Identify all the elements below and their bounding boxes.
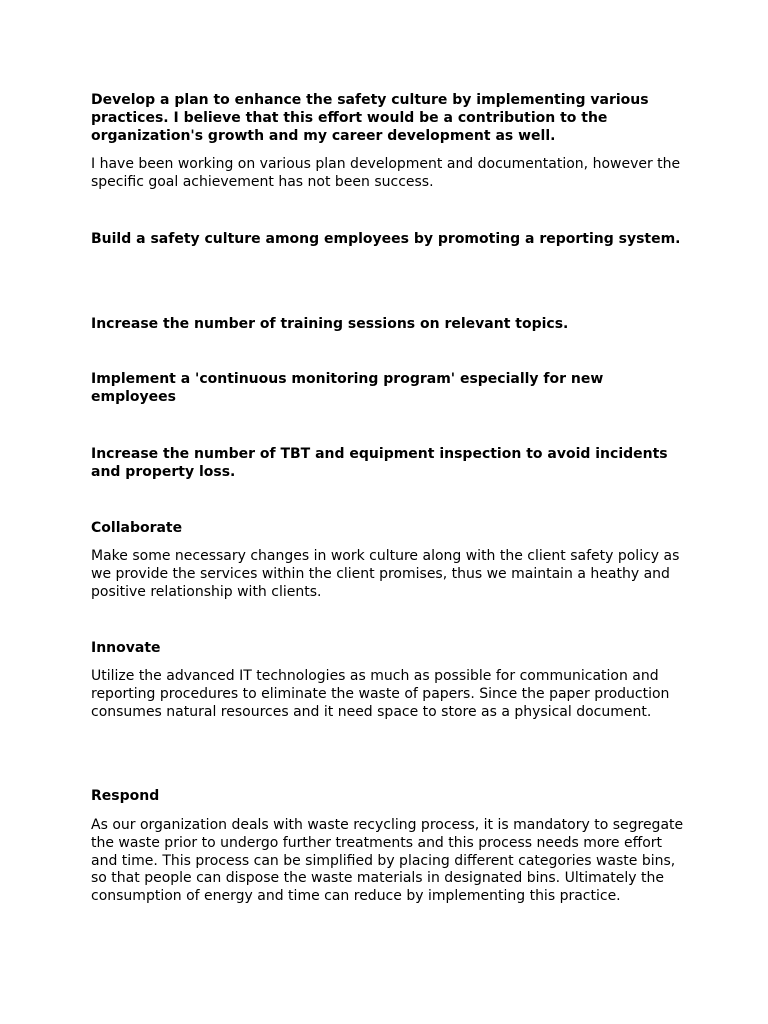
goal-reporting-system: Build a safety culture among employees by promoting a reporting system. (91, 231, 681, 247)
section-heading-collaborate: Collaborate (91, 520, 183, 536)
intro-heading: Develop a plan to enhance the safety culture by implementing various practices. I believe that this effort would be a contribution to the organization's growth and my career development as well. (91, 92, 649, 144)
section-heading-respond: Respond (91, 788, 160, 804)
goal-training-sessions: Increase the number of training sessions on relevant topics. (91, 316, 569, 332)
goal-monitoring-program: Implement a 'continuous monitoring program' especially for new employees (91, 371, 604, 405)
section-heading-innovate: Innovate (91, 640, 161, 656)
section-body-innovate: Utilize the advanced IT technologies as much as possible for communication and reporting procedures to eliminate the waste of papers. Since the paper production consumes natural resources and it need space to store as a physical document. (91, 668, 670, 720)
section-body-collaborate: Make some necessary changes in work culture along with the client safety policy as we provide the services within the client promises, thus we maintain a heathy and positive relationship with clients. (91, 548, 680, 600)
goal-tbt-inspection: Increase the number of TBT and equipment inspection to avoid incidents and property loss. (91, 446, 668, 480)
intro-body: I have been working on various plan development and documentation, however the specific goal achievement has not been success. (91, 156, 681, 190)
section-body-respond: As our organization deals with waste recycling process, it is mandatory to segregate the waste prior to undergo further treatments and this process needs more effort and time. This process can be simplified by placing different categories waste bins, so that people can dispose the waste materials in designated bins. Ultimately the consumption of energy and time can reduce by implementing this practice. (91, 817, 684, 905)
